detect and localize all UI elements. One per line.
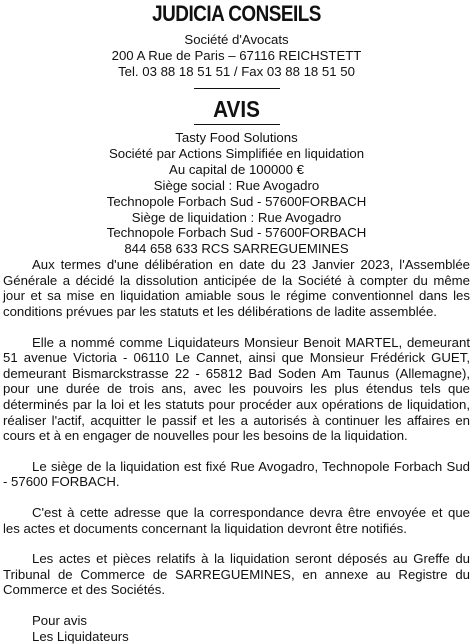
rcs-number: 844 658 633 RCS SARREGUEMINES bbox=[124, 241, 349, 257]
liquidation-office-city: Technopole Forbach Sud - 57600FORBACH bbox=[106, 225, 367, 241]
paragraph-spacer bbox=[0, 490, 473, 505]
company-name: Tasty Food Solutions bbox=[175, 130, 298, 145]
closing-signatory: Les Liquidateurs bbox=[32, 628, 129, 644]
closing-pour-avis: Pour avis bbox=[32, 612, 87, 628]
registered-office: Siège social : Rue Avogadro bbox=[153, 177, 320, 193]
firm-phone-fax: Tel. 03 88 18 51 51 / Fax 03 88 18 51 50 bbox=[118, 64, 355, 79]
dissolution-paragraph: Aux termes d'une délibération en date du 23 Janvier 2023, l'Assemblée Générale a décidé la dissolution anticipée de la Société à compter du même jour et sa mise en liquidation amiable sous le régime conventionnel dans les conditions prévues par les statuts et les délibérations de ladite assemblée. bbox=[3, 257, 470, 320]
paragraph-spacer bbox=[0, 536, 473, 551]
header-divider bbox=[194, 88, 280, 89]
liquidation-office: Siège de liquidation : Rue Avogadro bbox=[131, 209, 342, 225]
company-legal-form: Société par Actions Simplifiée en liquidation bbox=[108, 145, 365, 161]
filing-paragraph: Les actes et pièces relatifs à la liquidation seront déposés au Greffe du Tribunal de Commerce de SARREGUEMINES, en annexe au Registre du Commerce et des Sociétés. bbox=[3, 551, 470, 598]
company-capital: Au capital de 100000 € bbox=[169, 161, 304, 177]
firm-type: Société d'Avocats bbox=[184, 32, 289, 47]
correspondence-paragraph: C'est à cette adresse que la correspondance devra être envoyée et que les actes et documents concernant la liquidation devront être notifiés. bbox=[3, 504, 470, 536]
firm-contact-block bbox=[0, 32, 473, 80]
registered-office-city: Technopole Forbach Sud - 57600FORBACH bbox=[106, 193, 367, 209]
paragraph-spacer bbox=[0, 598, 473, 613]
notice-title: AVIS bbox=[213, 96, 260, 122]
company-details bbox=[0, 130, 473, 257]
title-underline bbox=[194, 124, 280, 125]
firm-address: 200 A Rue de Paris – 67116 REICHSTETT bbox=[111, 48, 362, 63]
liquidation-seat-paragraph: Le siège de la liquidation est fixé Rue Avogadro, Technopole Forbach Sud - 57600 FORBACH. bbox=[3, 458, 470, 490]
paragraph-spacer bbox=[0, 444, 473, 459]
firm-name: JUDICIA CONSEILS bbox=[152, 1, 321, 26]
liquidators-paragraph: Elle a nommé comme Liquidateurs Monsieur Benoit MARTEL, demeurant 51 avenue Victoria - 06110 Le Cannet, ainsi que Monsieur Frédérick GUET, demeurant Bismarckstrasse 22 - 65812 Bad Soden Am Taunus (Allemagne), pour une durée de trois ans, avec les pouvoirs les plus étendus tels que déterminés par la loi et les statuts pour procéder aux opérations de liquidation, réaliser l'actif, acquitter le passif et les a autorisés à continuer les affaires en cours et à en engager de nouvelles pour les besoins de la liquidation. bbox=[3, 334, 470, 444]
paragraph-spacer bbox=[0, 320, 473, 335]
